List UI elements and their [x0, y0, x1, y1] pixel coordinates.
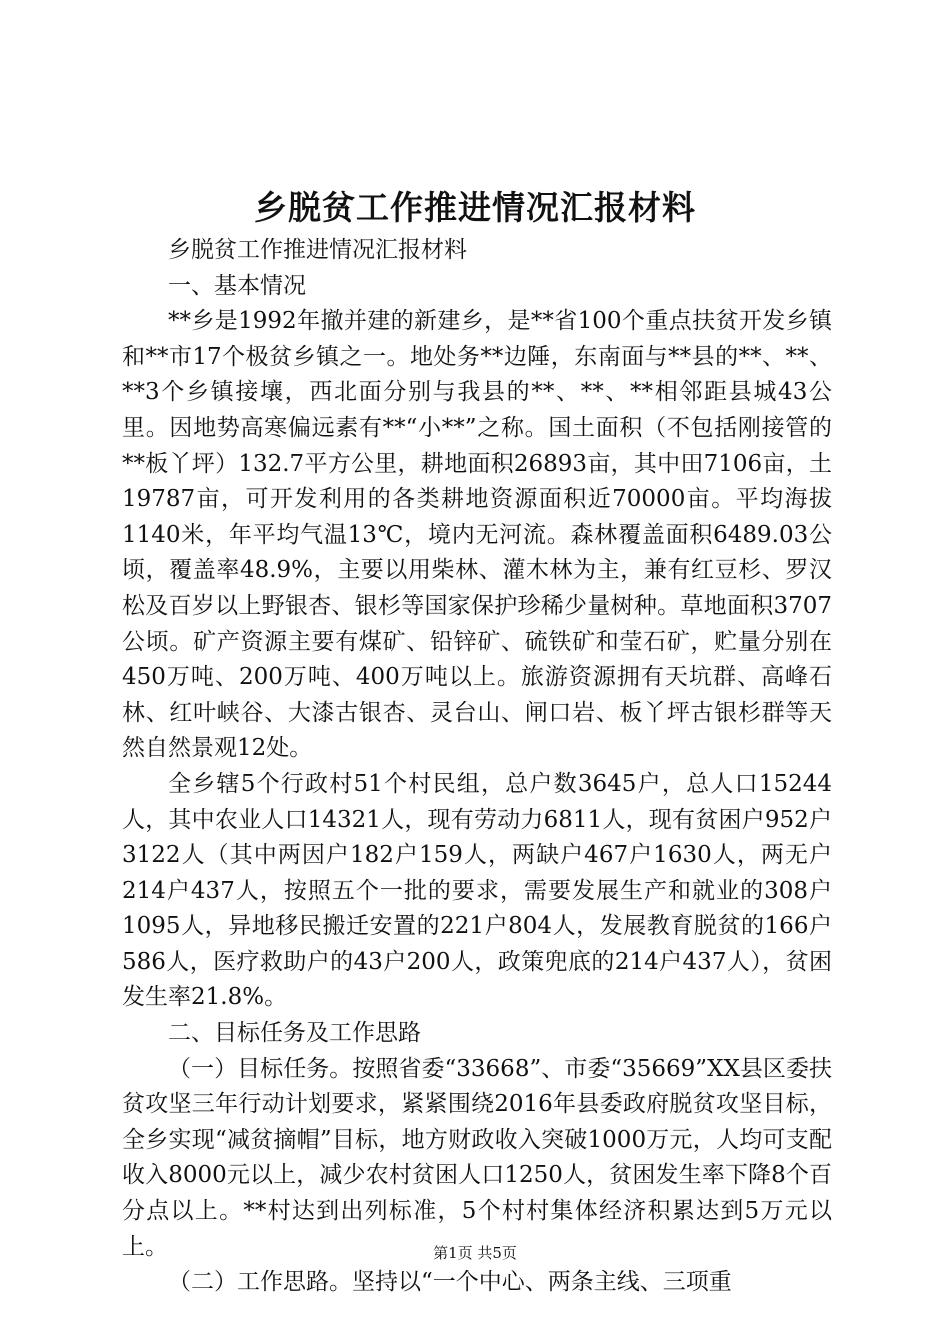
page-footer: 第1页 共5页 [433, 1244, 517, 1262]
section-heading-basic-situation: 一、基本情况 [168, 272, 306, 299]
document-title: 乡脱贫工作推进情况汇报材料 [254, 188, 696, 227]
section-heading-goals: 二、目标任务及工作思路 [168, 1020, 421, 1047]
paragraph-subtitle: 乡脱贫工作推进情况汇报材料 [168, 237, 467, 263]
paragraph-overview: **乡是1992年撤并建的新建乡，是**省100个重点扶贫开发乡镇和**市17个极贫乡镇之一。地处务**边陲，东南面与**县的**、**、**3个乡镇接壤，西北面分别与我县的**、**、**相邻距县城43公里。因地势高寒偏远素有**“小**”之称。国土面积（不包括刚接管的**板丫坪）132.7平方公里，耕地面积26893亩，其中田7106亩，土19787亩，可开发利用的各类耕地资源面积近70000亩。平均海拔1140米，年平均气温13℃，境内无河流。森林覆盖面积6489.03公顷，覆盖率48.9%，主要以用柴林、灌木林为主，兼有红豆杉、罗汉松及百岁以上野银杏、银杉等国家保护珍稀少量树种。草地面积3707公顷。矿产资源主要有煤矿、铅锌矿、硫铁矿和莹石矿，贮量分别在450万吨、200万吨、400万吨以上。旅游资源拥有天坑群、高峰石林、红叶峡谷、大漆古银杏、灵台山、闸口岩、板丫坪古银杉群等天然自然景观12处。 [122, 308, 832, 762]
document-body [122, 233, 832, 1301]
paragraph-population: 全乡辖5个行政村51个村民组，总户数3645户，总人口15244人，其中农业人口14321人，现有劳动力6811人，现有贫困户952户3122人（其中两因户182户159人，两缺户467户1630人，两无户214户437人，按照五个一批的要求，需要发展生产和就业的308户1095人，异地移民搬迁安置的221户804人，发展教育脱贫的166户586人，医疗救助户的43户200人，政策兜底的214户437人），贫困发生率21.8%。 [122, 770, 832, 1011]
paragraph-targets: （一）目标任务。按照省委“33668”、市委“35669”XX县区委扶贫攻坚三年行动计划要求，紧紧围绕2016年县委政府脱贫攻坚目标，全乡实现“减贫摘帽”目标，地方财政收入突破1000万元，人均可支配收入8000元以上，减少农村贫困人口1250人，贫困发生率下降8个百分点以上。**村达到出列标准，5个村村集体经济积累达到5万元以上。 [122, 1055, 832, 1260]
paragraph-approach: （二）工作思路。坚持以“一个中心、两条主线、三项重 [168, 1269, 732, 1296]
